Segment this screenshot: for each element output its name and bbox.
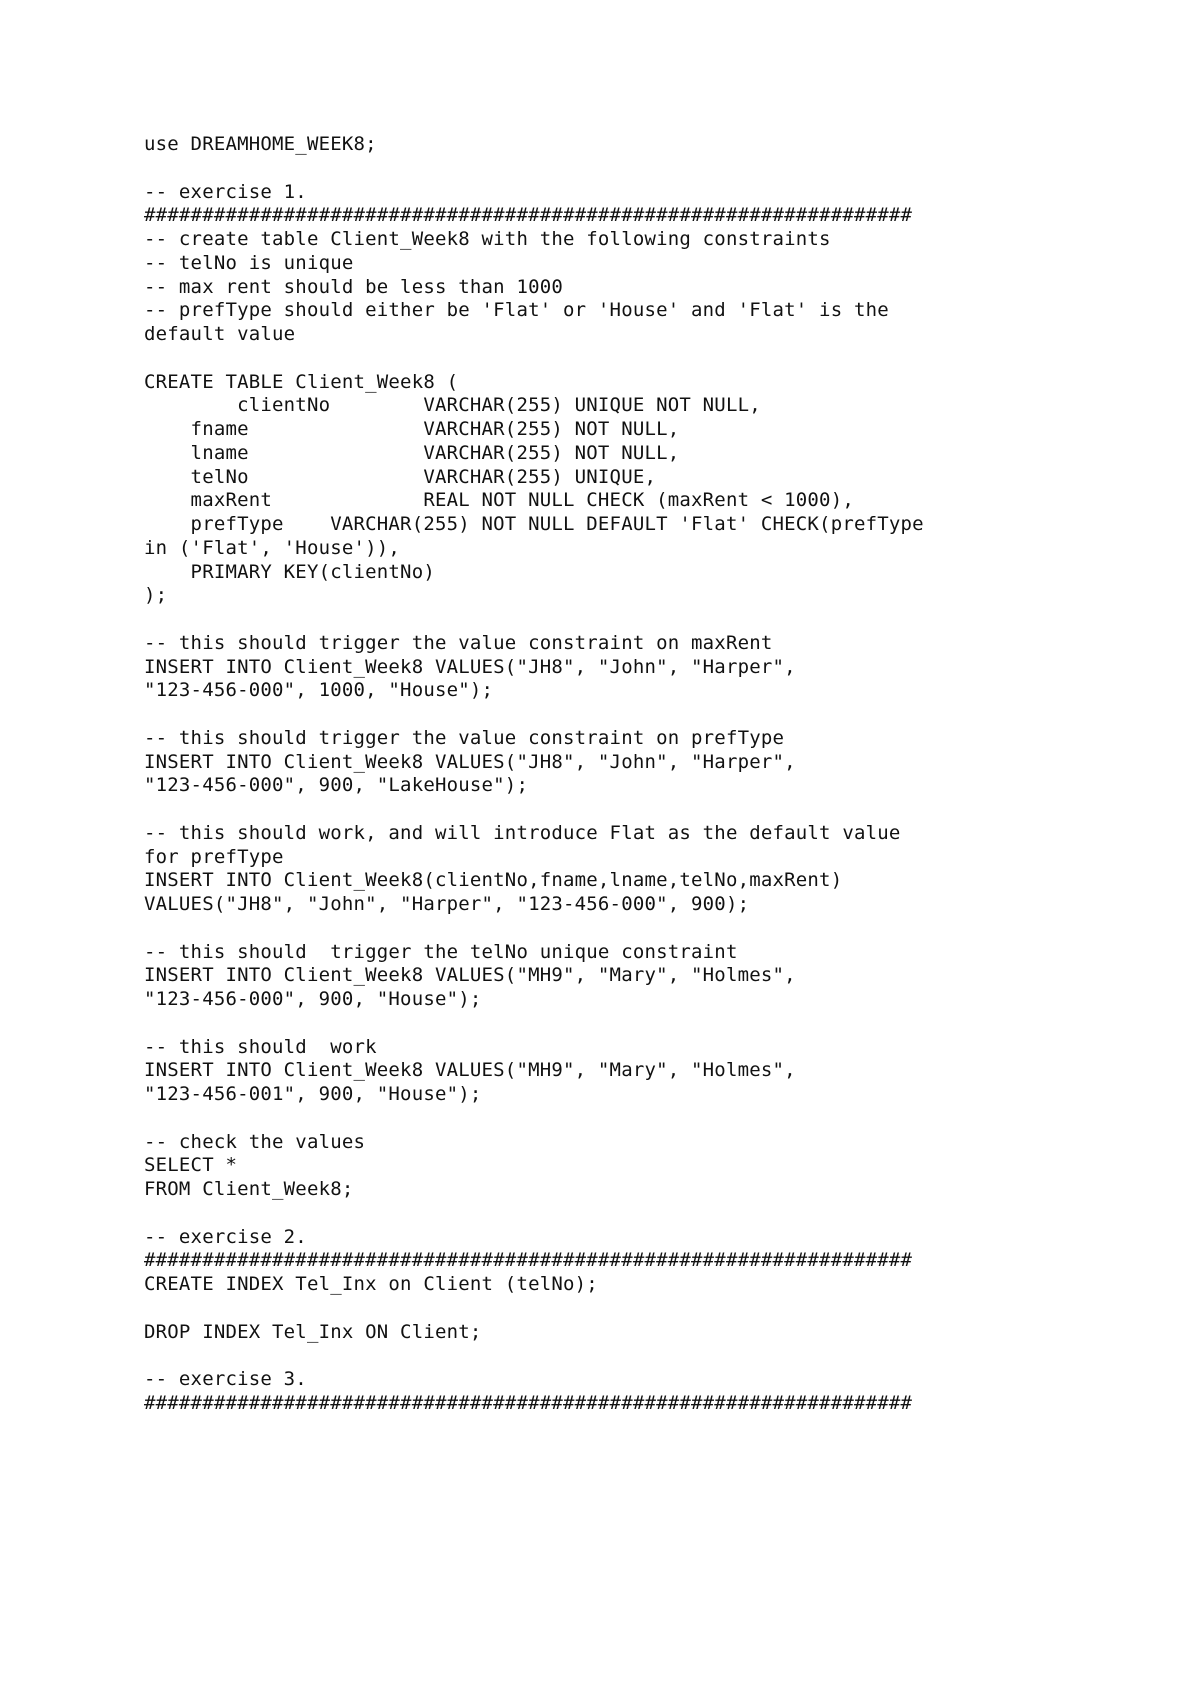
code-line: "123-456-000", 1000, "House"); [144,679,494,702]
code-line: -- this should trigger the telNo unique constraint [144,940,738,963]
code-line: "123-456-000", 900, "LakeHouse"); [144,774,529,797]
code-line: "123-456-001", 900, "House"); [144,1083,482,1105]
code-line [144,917,924,941]
code-line: VALUES("JH8", "John", "Harper", "123-456-000", 900); [144,893,750,915]
code-line: PRIMARY KEY(clientNo) [144,560,435,583]
code-line: clientNo VARCHAR(255) UNIQUE NOT NULL, [144,394,761,417]
code-line [144,703,924,727]
code-line: for prefType [144,845,284,868]
code-line: ################################################################## [144,1391,913,1414]
code-line: -- telNo is unique [144,251,354,274]
code-line [144,1012,924,1036]
code-line: INSERT INTO Client_Week8 VALUES("JH8", "John", "Harper", [144,655,796,678]
code-line: -- exercise 3. [144,1368,307,1390]
code-line: INSERT INTO Client_Week8 VALUES("MH9", "Mary", "Holmes", [144,964,796,987]
sql-code-block [144,133,924,1416]
code-line: default value [144,323,296,345]
code-line [144,157,924,181]
code-line: FROM Client_Week8; [144,1178,354,1200]
code-line: ); [144,584,168,607]
code-line: INSERT INTO Client_Week8(clientNo,fname,lname,telNo,maxRent) [144,869,843,892]
code-line: use DREAMHOME_WEEK8; [144,133,377,155]
code-line: CREATE TABLE Client_Week8 ( [144,370,459,393]
code-line [144,1297,924,1321]
code-line [144,608,924,632]
code-line: prefType VARCHAR(255) NOT NULL DEFAULT 'Flat' CHECK(prefType [144,513,924,535]
code-line: -- create table Client_Week8 with the following constraints [144,228,831,250]
code-line: lname VARCHAR(255) NOT NULL, [144,441,680,464]
code-line: INSERT INTO Client_Week8 VALUES("JH8", "John", "Harper", [144,750,796,773]
code-line: -- this should work [144,1035,377,1058]
code-line: -- max rent should be less than 1000 [144,275,564,298]
code-line: ################################################################## [144,204,913,227]
code-line: in ('Flat', 'House')), [144,536,401,559]
code-line: maxRent REAL NOT NULL CHECK (maxRent < 1000), [144,489,854,512]
code-line [144,1107,924,1131]
code-line [144,1202,924,1226]
code-line: CREATE INDEX Tel_Inx on Client (telNo); [144,1273,598,1295]
code-line: -- this should trigger the value constraint on prefType [144,726,785,749]
code-line: SELECT * [144,1154,238,1177]
code-line: -- this should work, and will introduce Flat as the default value [144,821,901,844]
code-line: ################################################################## [144,1249,913,1272]
code-line: -- prefType should either be 'Flat' or 'House' and 'Flat' is the [144,299,889,322]
code-line [144,798,924,822]
code-line: fname VARCHAR(255) NOT NULL, [144,418,680,440]
code-line [144,347,924,371]
code-line: -- exercise 1. [144,180,307,203]
code-line [144,1344,924,1368]
code-line: -- this should trigger the value constraint on maxRent [144,631,773,654]
code-line: INSERT INTO Client_Week8 VALUES("MH9", "Mary", "Holmes", [144,1059,796,1082]
code-line: DROP INDEX Tel_Inx ON Client; [144,1320,482,1343]
code-line: telNo VARCHAR(255) UNIQUE, [144,465,657,488]
code-line: -- exercise 2. [144,1225,307,1248]
code-line: -- check the values [144,1130,366,1153]
code-line: "123-456-000", 900, "House"); [144,988,482,1010]
